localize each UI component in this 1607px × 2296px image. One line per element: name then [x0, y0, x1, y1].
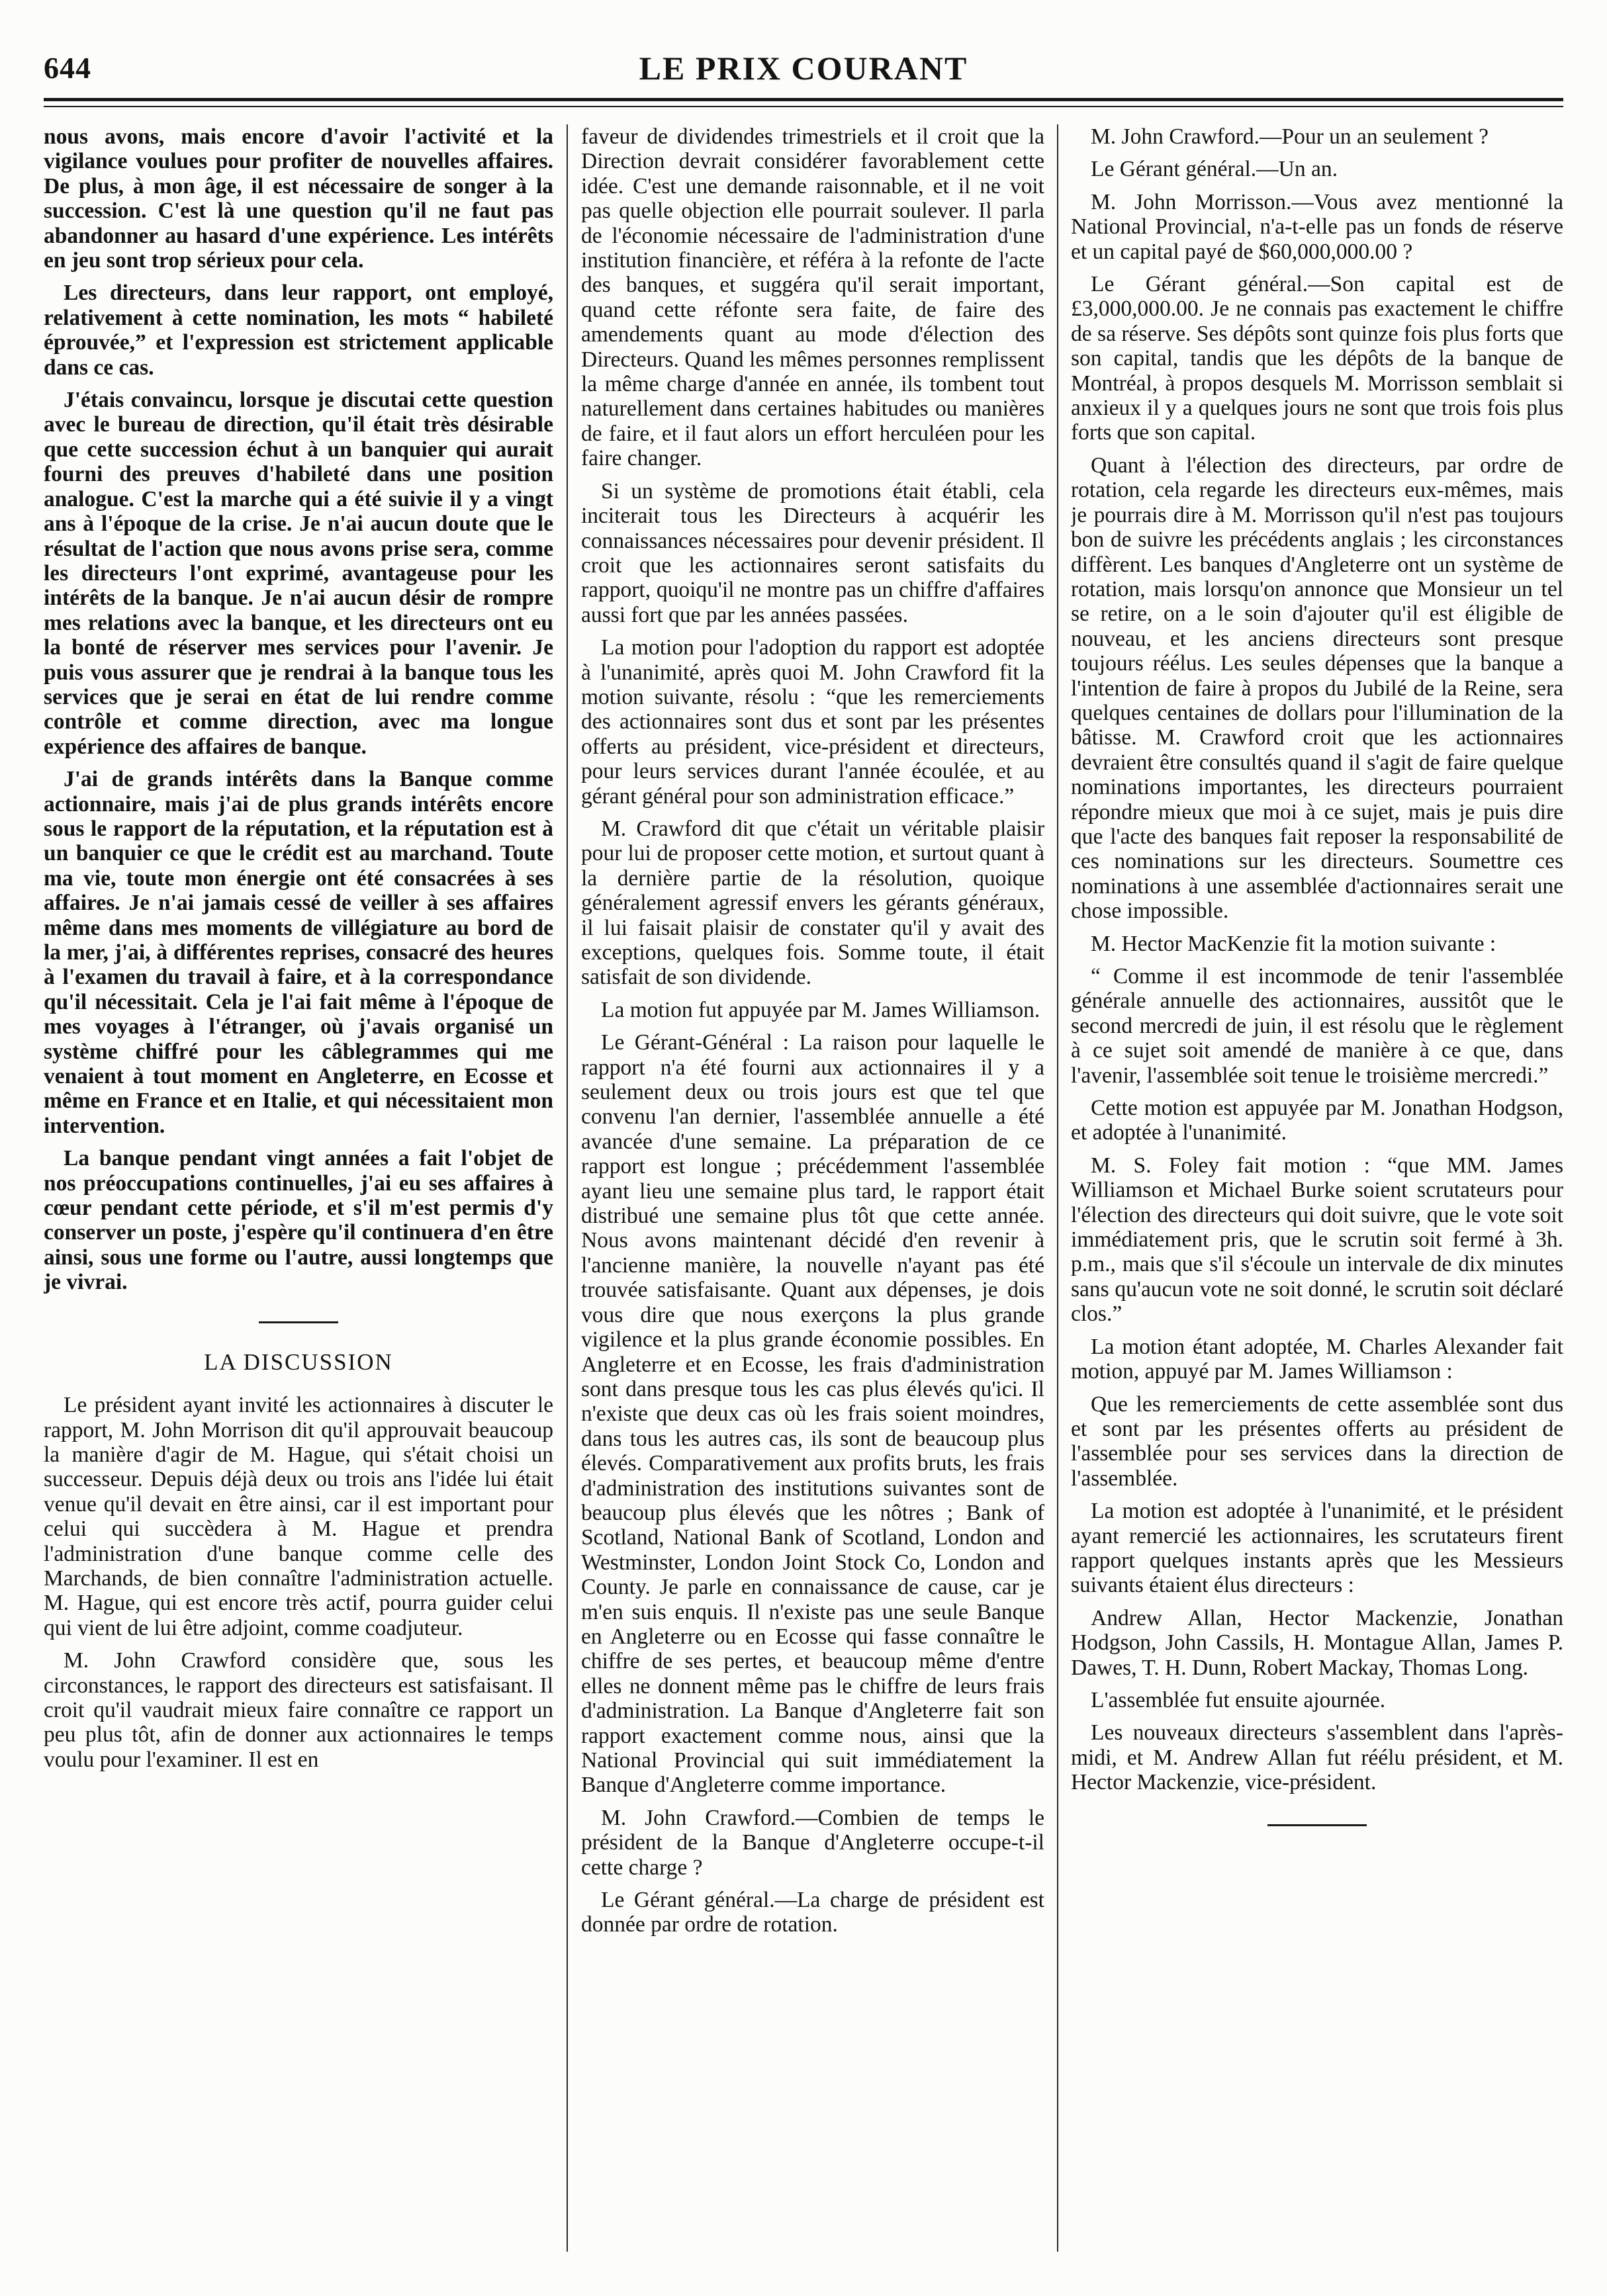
article-paragraph: La motion fut appuyée par M. James Williamson. [601, 997, 1040, 1022]
article-paragraph: J'ai de grands intérêts dans la Banque comme actionnaire, mais j'ai de plus grands intérêts encore sous le rapport de la réputation, et la réputation est à un banquier ce que le crédit est au marchand. Toute ma vie, toute mon énergie ont été consacrées à ses affaires. Je n'ai jamais cessé de veiller à ses affaires même dans mes moments de villégiature au bord de la mer, j'ai, à différentes reprises, consacré des heures à l'examen du travail à faire, et à la correspondance qu'il nécessitait. Cela je l'ai fait même à l'époque de mes voyages à l'étranger, où j'avais organisé un système chiffré pour les câblegrammes qui me venaient à tout moment en Angleterre, en Ecosse et même en France et en Italie, et qui nécessitaient mon intervention. [44, 767, 553, 1138]
header-rule-thick [44, 98, 1563, 101]
end-ornament [1267, 1824, 1367, 1826]
article-paragraph: La banque pendant vingt années a fait l'objet de nos préoccupations continuelles, j'ai eu ses affaires à cœur pendant cette période, et s'il m'est permis d'y conserver un poste, j'espère qu'il continuera d'en être ainsi, sous une forme ou l'autre, aussi longtemps que je vivrai. [44, 1146, 553, 1295]
article-paragraph: La motion pour l'adoption du rapport est adoptée à l'unanimité, après quoi M. John Crawford fit la motion suivante, résolu : “que les remerciements des actionnaires sont dus et sont par les présentes offerts au président, vice-président et directeurs, pour leurs services durant l'année écoulée, et au gérant général pour son administration efficace.” [581, 635, 1044, 809]
article-paragraph: L'assemblée fut ensuite ajournée. [1091, 1687, 1386, 1712]
article-paragraph: Le Gérant général.—La charge de président est donnée par ordre de rotation. [581, 1888, 1044, 1937]
section-divider [259, 1321, 338, 1323]
article-paragraph: M. S. Foley fait motion : “que MM. James Williamson et Michael Burke soient scrutateurs pour l'élection des directeurs qui doit suivre, que le vote soit immédiatement pris, que le scrutin soit fermé à 3h. p.m., mais que s'il s'écoule un intervale de dix minutes sans qu'aucun vote ne soit donné, le scrutin soit déclaré clos.” [1071, 1153, 1563, 1327]
article-paragraph: J'étais convaincu, lorsque je discutai cette question avec le bureau de direction, qu'il était très désirable que cette succession échut à un banquier qui aurait fourni des preuves d'habileté dans une position analogue. C'est la marche qui a été suivie il y a vingt ans à l'époque de la crise. Je n'ai aucun doute que le résultat de l'action que nous avons prise sera, comme les directeurs l'ont exprimé, avantageuse pour les intérêts de la banque. Je n'ai aucun désir de rompre mes relations avec la banque, et les directeurs ont eu la bonté de réserver mes services pour l'avenir. Je puis vous assurer que je rendrai à la banque tous les services que je serai en état de lui rendre comme contrôle et comme direction, avec ma longue expérience des affaires de banque. [44, 388, 553, 759]
article-paragraph: Cette motion est appuyée par M. Jonathan Hodgson, et adoptée à l'unanimité. [1071, 1096, 1563, 1145]
article-paragraph: Les nouveaux directeurs s'assemblent dans l'après-midi, et M. Andrew Allan fut réélu président, et M. Hector Mackenzie, vice-président. [1071, 1720, 1563, 1795]
article-paragraph: Andrew Allan, Hector Mackenzie, Jonathan Hodgson, John Cassils, H. Montague Allan, James P. Dawes, T. H. Dunn, Robert Mackay, Thomas Long. [1071, 1605, 1563, 1680]
article-paragraph: “ Comme il est incommode de tenir l'assemblée générale annuelle des actionnaires, aussitôt que le second mercredi de juin, il est résolu que le règlement à ce sujet soit amendé de manière à ce que, dans l'avenir, l'assemblée soit tenue le troisième mercredi.” [1071, 964, 1563, 1088]
article-paragraph: Si un système de promotions était établi, cela inciterait tous les Directeurs à acquérir les connaissances nécessaires pour devenir président. Il croit que les actionnaires seront satisfaits du rapport, quoiqu'il ne montre pas un chiffre d'affaires aussi fort que par les années passées. [581, 478, 1044, 627]
column-3 [1071, 124, 1563, 2268]
article-paragraph: Le Gérant général.—Son capital est de £3,000,000.00. Je ne connais pas exactement le chiffre de sa réserve. Ses dépôts sont quinze fois plus forts que son capital, tandis que les dépôts de la banque de Montréal, à propos desquels M. Morrisson semblait si anxieux il y a quelques jours ne sont que trois fois plus forts que son capital. [1071, 272, 1563, 445]
discussion-section [44, 1350, 553, 1773]
article-paragraph: M. John Morrisson.—Vous avez mentionné la National Provincial, n'a-t-elle pas un fonds de réserve et un capital payé de $60,000,000.00 ? [1071, 189, 1563, 264]
article-paragraph: Le Gérant général.—Un an. [1091, 157, 1338, 182]
article-paragraph: La motion étant adoptée, M. Charles Alexander fait motion, appuyé par M. James Williamson : [1071, 1334, 1563, 1384]
column-divider [1057, 124, 1058, 2252]
column-1 [44, 124, 553, 2268]
masthead [44, 46, 1563, 90]
section-heading: LA DISCUSSION [204, 1348, 393, 1375]
article-paragraph: Le Gérant-Général : La raison pour laquelle le rapport n'a été fourni aux actionnaires il y a seulement deux ou trois jours est que tel que convenu l'an dernier, l'assemblée annuelle a été avancée d'une semaine. La préparation de ce rapport est longue ; précédemment l'assemblée ayant lieu une semaine plus tard, le rapport était distribué une semaine plus tôt que cette année. Nous avons maintenant décidé d'en revenir à l'ancienne manière, la nouvelle n'ayant pas été trouvée satisfaisante. Quant aux dépenses, je dois vous dire que nous exerçons la plus grande vigilence et la plus grande économie possibles. En Angleterre et en Ecosse, les frais d'administration sont dans presque tous les cas plus élevés qu'ici. Il n'existe que deux cas où les frais soient moindres, dans tous les autres cas, ils sont de beaucoup plus élevés. Comparativement aux profits bruts, les frais d'administration des institutions suivantes sont de beaucoup plus élevés que les nôtres ; Bank of Scotland, National Bank of Scotland, London and Westminster, London Joint Stock Co, London and County. Je parle en connaissance de cause, car je m'en suis enquis. Il n'existe pas une seule Banque en Angleterre ou en Ecosse qui fasse connaître le chiffre de ses pertes, et beaucoup même d'entre elles ne donnent même pas le chiffre de leurs frais d'administration. La Banque d'Angleterre fait son rapport exactement comme nous, ainsi que la National Provincial qui suit immédiatement la Banque d'Angleterre comme importance. [581, 1030, 1044, 1798]
article-paragraph: M. Crawford dit que c'était un véritable plaisir pour lui de proposer cette motion, et surtout quant à la dernière partie de la résolution, quoique généralement agressif envers les gérants généraux, il lui faisait plaisir de constater qu'il y avait des exceptions, quelques fois. Somme toute, il était satisfait de son dividende. [581, 816, 1044, 990]
page-number: 644 [44, 51, 91, 85]
column-divider [567, 124, 568, 2252]
article-paragraph: Quant à l'élection des directeurs, par ordre de rotation, cela regarde les directeurs eux-mêmes, mais je pourrais dire à M. Morrisson qu'il n'est pas toujours bon de suivre les précédents anglais ; les circonstances diffèrent. Les banques d'Angleterre ont un système de rotation, mais lorsqu'on annonce que Monsieur un tel se retire, on a le soin d'ajouter qu'il est éligible de nouveau, et les anciens directeurs sont presque toujours réélus. Les seules dépenses que la banque a l'intention de faire à propos du Jubilé de la Reine, sera quelques centaines de dollars pour l'illumination de la bâtisse. M. Crawford croit que les actionnaires devraient être consultés quand il s'agit de faire quelque nominations importantes, les directeurs pourraient répondre mieux que moi à ce sujet, mais je puis dire que l'acte des banques fait reposer la responsabilité de ces nominations sur les directeurs. Soumettre ces nominations à une assemblée d'actionnaires serait une chose impossible. [1071, 453, 1563, 924]
article-paragraph: M. John Crawford.—Combien de temps le président de la Banque d'Angleterre occupe-t-il cette charge ? [581, 1805, 1044, 1880]
article-paragraph: M. John Crawford considère que, sous les circonstances, le rapport des directeurs est satisfaisant. Il croit qu'il vaudrait mieux faire connaître ce rapport un peu plus tôt, afin de donner aux actionnaires le temps voulu pour l'examiner. Il est en [44, 1648, 553, 1772]
article-paragraph: Les directeurs, dans leur rapport, ont employé, relativement à cette nomination, les mots “ habileté éprouvée,” et l'expression est strictement applicable dans ce cas. [44, 281, 553, 380]
journal-title: LE PRIX COURANT [639, 50, 968, 87]
article-paragraph: M. Hector MacKenzie fit la motion suivante : [1091, 931, 1496, 956]
article-paragraph: M. John Crawford.—Pour un an seulement ? [1091, 124, 1489, 149]
header-rule-thin [44, 106, 1563, 107]
column-2 [581, 124, 1044, 2268]
article-paragraph: nous avons, mais encore d'avoir l'activité et la vigilance voulues pour profiter de nouvelles affaires. De plus, à mon âge, il est nécessaire de songer à la succession. C'est là une question qu'il ne faut pas abandonner au hasard d'une expérience. Les intérêts en jeu sont trop sérieux pour cela. [44, 124, 553, 273]
article-paragraph: La motion est adoptée à l'unanimité, et le président ayant remercié les actionnaires, les scrutateurs firent rapport quelques instants après que les Messieurs suivants étaient élus directeurs : [1071, 1499, 1563, 1598]
article-paragraph: faveur de dividendes trimestriels et il croit que la Direction devrait considérer favorablement cette idée. C'est une demande raisonnable, et il ne voit pas quelle objection elle pourrait soulever. Il parla de l'économie nécessaire de l'administration d'une institution financière, et référa à la refonte de l'acte des banques, et suggéra qu'il serait important, quand cette réfonte sera faite, de faire des amendements quant au mode d'élection des Directeurs. Quand les mêmes personnes remplissent la même charge d'année en année, ils tombent tout naturellement dans certaines habitudes ou manières de faire, et il faut alors un effort herculéen pour les faire changer. [581, 124, 1044, 471]
article-paragraph: Que les remerciements de cette assemblée sont dus et sont par les présentes offerts au président de l'assemblée pour ses services dans la direction de l'assemblée. [1071, 1391, 1563, 1491]
article-paragraph: Le président ayant invité les actionnaires à discuter le rapport, M. John Morrison dit qu'il approuvait beaucoup la manière d'agir de M. Hague, qui s'était choisi un successeur. Depuis déjà deux ou trois ans l'idée lui était venue qu'il devait en être ainsi, car il est important pour celui qui succèdera à M. Hague et prendra l'administration d'une banque comme celle des Marchands, de bien connaître l'administration actuelle. M. Hague, qui est encore très actif, pourra guider celui qui vient de lui être adjoint, comme coadjuteur. [44, 1393, 553, 1640]
